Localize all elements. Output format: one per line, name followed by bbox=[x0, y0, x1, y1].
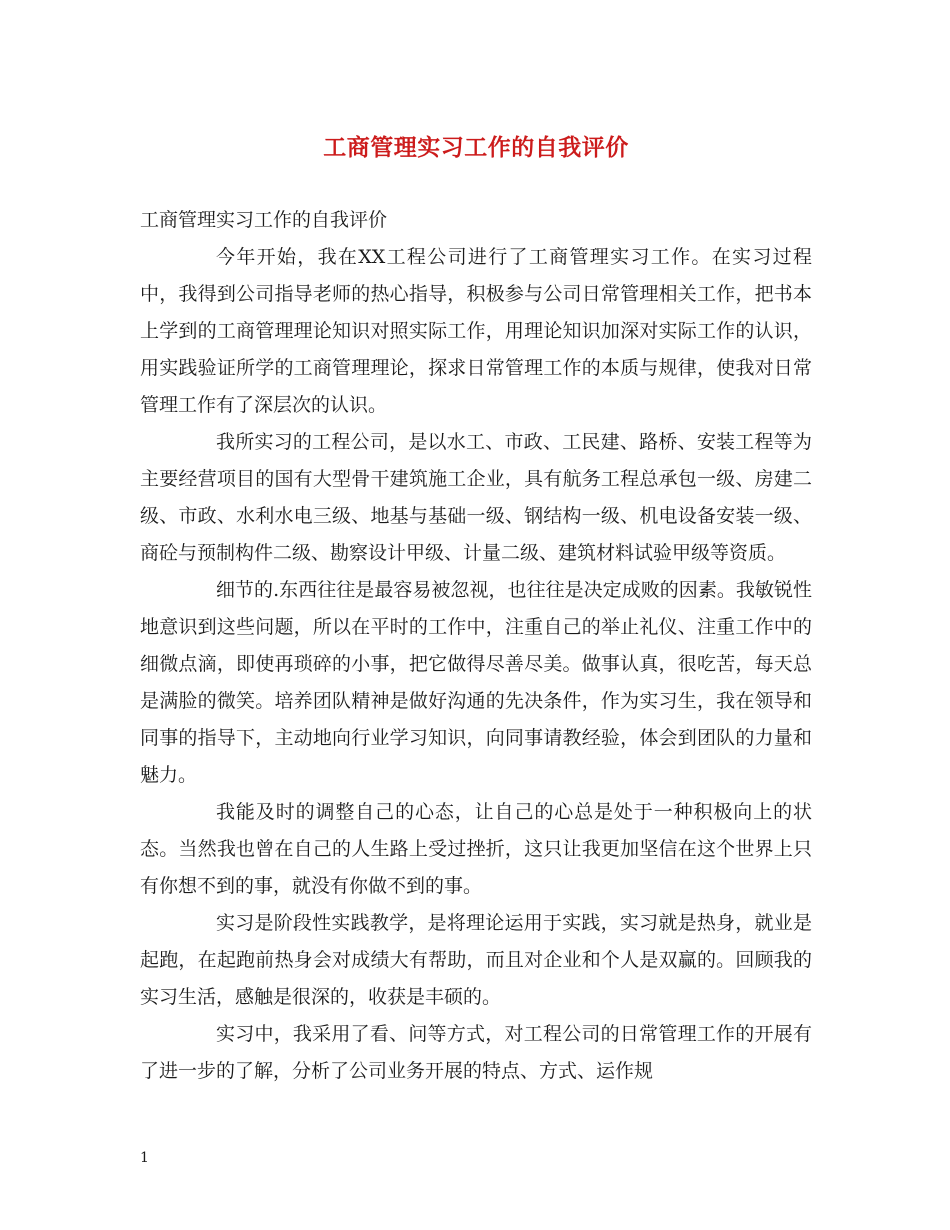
paragraph-3: 细节的.东西往往是最容易被忽视，也往往是决定成败的因素。我敏锐性地意识到这些问题，所以在平时的工作中，注重自己的举止礼仪、注重工作中的细微点滴，即使再琐碎的小事，把它做得尽善尽美。做事认真，很吃苦，每天总是满脸的微笑。培养团队精神是做好沟通的先决条件，作为实习生，我在领导和同事的指导下，主动地向行业学习知识，向同事请教经验，体会到团队的力量和魅力。 bbox=[140, 579, 812, 786]
document-title: 工商管理实习工作的自我评价 bbox=[323, 134, 629, 161]
paragraph-5: 实习是阶段性实践教学，是将理论运用于实践，实习就是热身，就业是起跑，在起跑前热身会对成绩大有帮助，而且对企业和个人是双赢的。回顾我的实习生活，感触是很深的，收获是丰硕的。 bbox=[140, 912, 812, 1008]
document-subtitle: 工商管理实习工作的自我评价 bbox=[140, 209, 388, 231]
page-number: 1 bbox=[140, 1150, 149, 1166]
paragraph-6: 实习中，我采用了看、问等方式，对工程公司的日常管理工作的开展有了进一步的了解，分析了公司业务开展的特点、方式、运作规 bbox=[140, 1023, 812, 1082]
paragraph-4: 我能及时的调整自己的心态，让自己的心总是处于一种积极向上的状态。当然我也曾在自己的人生路上受过挫折，这只让我更加坚信在这个世界上只有你想不到的事，就没有你做不到的事。 bbox=[140, 801, 812, 897]
document-body bbox=[140, 202, 812, 1090]
paragraph-2: 我所实习的工程公司，是以水工、市政、工民建、路桥、安装工程等为主要经营项目的国有大型骨干建筑施工企业，具有航务工程总承包一级、房建二级、市政、水利水电三级、地基与基础一级、钢结构一级、机电设备安装一级、商砼与预制构件二级、勘察设计甲级、计量二级、建筑材料试验甲级等资质。 bbox=[140, 431, 812, 564]
paragraph-1: 今年开始，我在XX工程公司进行了工商管理实习工作。在实习过程中，我得到公司指导老师的热心指导，积极参与公司日常管理相关工作，把书本上学到的工商管理理论知识对照实际工作，用理论知识加深对实际工作的认识，用实践验证所学的工商管理理论，探求日常管理工作的本质与规律，使我对日常管理工作有了深层次的认识。 bbox=[140, 246, 812, 416]
